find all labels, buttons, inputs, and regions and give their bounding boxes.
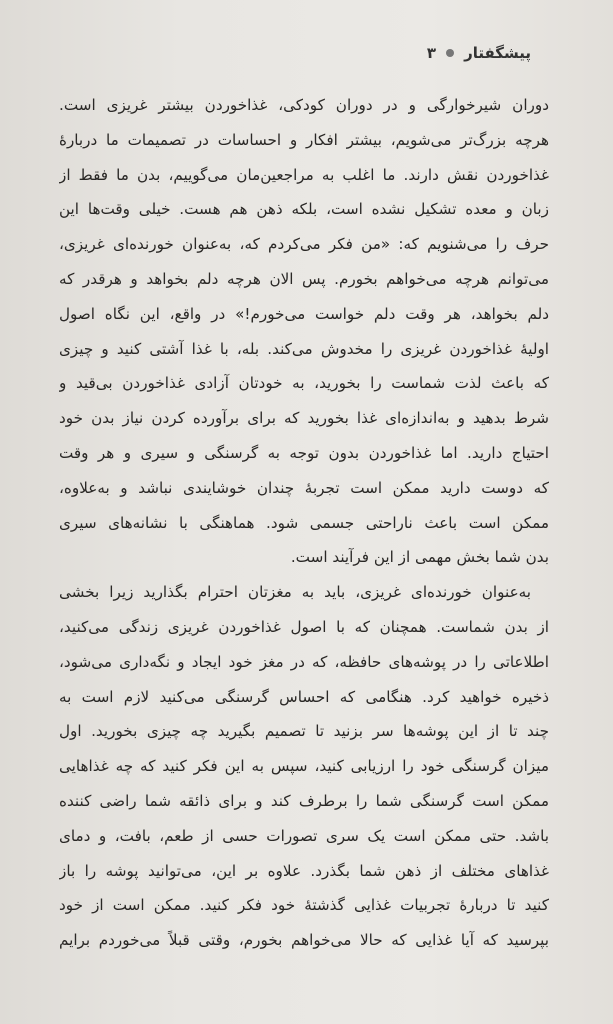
- text-line: شرط بدهید و به‌اندازه‌ای غذا بخورید که برای برآورده کردن نیاز بدن خود: [59, 409, 549, 428]
- text-line: دوران شیرخوارگی و در دوران کودکی، غذاخوردن بیشتر غریزی است.: [59, 96, 549, 114]
- text-line: بدن شما بخش مهمی از این فرآیند است.: [290, 548, 549, 567]
- page-header: [427, 44, 531, 62]
- text-line: بپرسید که آیا غذایی که حالا می‌خواهم بخورم، وقتی قبلاً می‌خوردم برایم: [59, 931, 549, 950]
- text-line: احتیاج دارید. اما غذاخوردن بدون توجه به گرسنگی و سیری و هر وقت: [59, 443, 549, 462]
- running-title: پیشگفتار: [464, 44, 531, 62]
- text-line: حرف را می‌شنویم که: «من فکر می‌کردم که، به‌عنوان خورنده‌ای غریزی،: [59, 235, 549, 254]
- text-line: از بدن شماست. همچنان که با اصول غذاخوردن غریزی زندگی می‌کنید،: [59, 617, 549, 636]
- text-line: دلم بخواهد، هر وقت دلم خواست می‌خورم!» در واقع، این نگاه اصول: [59, 304, 549, 323]
- text-line: غذاهای مختلف از ذهن شما بگذرد. علاوه بر این، می‌توانید پوشه را باز: [59, 861, 549, 880]
- text-line: غذاخوردن نقش دارند. ما اغلب به مراجعین‌مان می‌گوییم، بدن ما فقط از: [59, 165, 549, 184]
- text-line: باشد. حتی ممکن است یک سری تصورات حسی از طعم، بافت، و دمای: [59, 826, 549, 845]
- text-line: اطلاعاتی را در پوشه‌های حافظه، که در مغز خود ایجاد و نگه‌داری می‌شود،: [59, 652, 549, 671]
- text-line: زبان و معده تشکیل نشده است، بلکه ذهن هم هست. خیلی وقت‌ها این: [59, 200, 549, 219]
- bullet-dot-icon: [446, 49, 454, 57]
- text-line: که باعث لذت شماست را بخورید، به خودتان آزادی غذاخوردن بی‌قید و: [59, 374, 549, 393]
- text-line: ممکن است گرسنگی شما را برطرف کند و برای ذائقه شما راضی کننده: [59, 791, 549, 810]
- text-line: میزان گرسنگی خود را ارزیابی کنید، سپس به این فکر کنید که چه غذاهایی: [59, 757, 549, 776]
- body-text: [59, 88, 549, 958]
- text-line: به‌عنوان خورنده‌ای غریزی، باید به مغزتان احترام بگذارید زیرا بخشی: [59, 583, 531, 602]
- text-line: هرچه بزرگ‌تر می‌شویم، بیشتر افکار و احساسات در تصمیمات ما دربارهٔ: [59, 130, 549, 149]
- text-line: اولیهٔ غذاخوردن غریزی را مخدوش می‌کند. بله، با غذا آشتی کنید و چیزی: [59, 339, 549, 358]
- text-line: چند تا از این پوشه‌ها سر بزنید تا تصمیم بگیرید چه چیزی بخورید. اول: [59, 722, 549, 741]
- text-line: ذخیره خواهید کرد. هنگامی که احساس گرسنگی می‌کنید لازم است به: [59, 687, 549, 706]
- page-number: ۳: [426, 44, 437, 62]
- text-line: کنید تا دربارهٔ تجربیات غذایی گذشتهٔ خود فکر کنید. ممکن است از خود: [59, 896, 549, 915]
- text-line: می‌توانم هرچه می‌خواهم بخورم. پس الان هرچه دلم بخواهد و هرقدر که: [59, 269, 549, 288]
- text-line: ممکن است باعث ناراحتی جسمی شود. هماهنگی با نشانه‌های سیری: [59, 513, 549, 532]
- text-line: که دوست دارید ممکن است تجربهٔ چندان خوشایندی نباشد و به‌علاوه،: [59, 478, 549, 497]
